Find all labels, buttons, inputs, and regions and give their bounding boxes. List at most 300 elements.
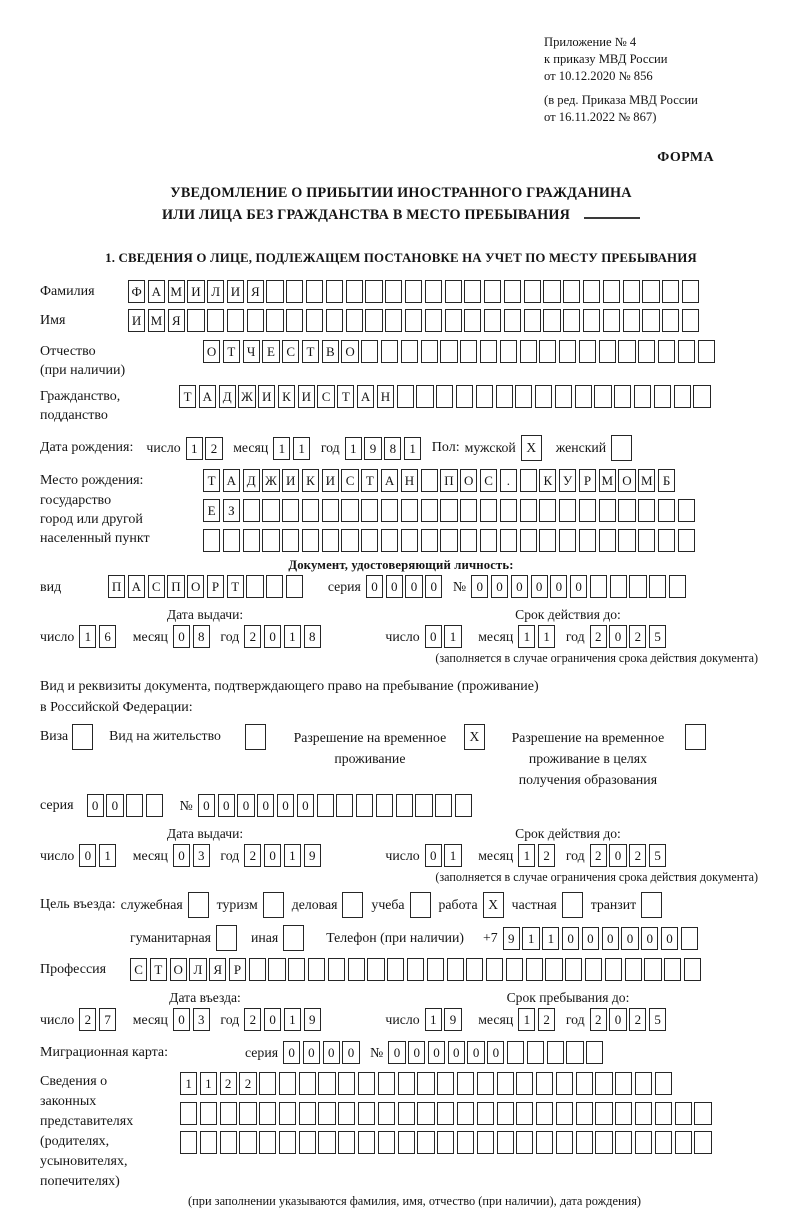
char-cell[interactable] (594, 385, 611, 408)
char-cell[interactable] (575, 385, 592, 408)
char-cell[interactable]: О (460, 469, 477, 492)
char-cell[interactable] (655, 1131, 672, 1154)
char-cell[interactable]: Я (209, 958, 226, 981)
char-cell[interactable] (437, 1131, 454, 1154)
char-cell[interactable] (299, 1102, 316, 1125)
char-cell[interactable]: 1 (99, 844, 116, 867)
char-cell[interactable]: 0 (405, 575, 422, 598)
char-cell[interactable]: 0 (609, 625, 626, 648)
char-cell[interactable]: З (223, 499, 240, 522)
char-cell[interactable] (681, 927, 698, 950)
char-cell[interactable] (586, 1041, 603, 1064)
char-cell[interactable]: 0 (425, 625, 442, 648)
char-cell[interactable] (249, 958, 266, 981)
char-cell[interactable]: 5 (649, 625, 666, 648)
char-cell[interactable]: 2 (590, 844, 607, 867)
char-cell[interactable] (308, 958, 325, 981)
char-cell[interactable] (477, 1102, 494, 1125)
char-cell[interactable] (649, 575, 666, 598)
char-cell[interactable] (299, 1072, 316, 1095)
char-cell[interactable]: 5 (649, 1008, 666, 1031)
char-cell[interactable]: Я (247, 280, 264, 303)
purpose-business-checkbox[interactable] (342, 892, 363, 918)
char-cell[interactable] (223, 529, 240, 552)
char-cell[interactable]: 0 (237, 794, 254, 817)
char-cell[interactable] (306, 309, 323, 332)
char-cell[interactable] (387, 958, 404, 981)
char-cell[interactable]: В (322, 340, 339, 363)
char-cell[interactable]: 1 (180, 1072, 197, 1095)
char-cell[interactable]: 0 (511, 575, 528, 598)
char-cell[interactable] (682, 309, 699, 332)
char-cell[interactable] (556, 1131, 573, 1154)
char-cell[interactable] (365, 280, 382, 303)
char-cell[interactable] (536, 1072, 553, 1095)
char-cell[interactable] (435, 794, 452, 817)
char-cell[interactable] (318, 1072, 335, 1095)
char-cell[interactable]: П (108, 575, 125, 598)
char-cell[interactable] (246, 575, 263, 598)
char-cell[interactable]: Т (361, 469, 378, 492)
char-cell[interactable] (693, 385, 710, 408)
char-cell[interactable] (401, 499, 418, 522)
char-cell[interactable] (547, 1041, 564, 1064)
char-cell[interactable]: 6 (99, 625, 116, 648)
char-cell[interactable] (559, 499, 576, 522)
char-cell[interactable]: А (148, 280, 165, 303)
char-cell[interactable]: К (302, 469, 319, 492)
char-cell[interactable]: О (187, 575, 204, 598)
char-cell[interactable] (678, 499, 695, 522)
char-cell[interactable]: 9 (364, 437, 381, 460)
char-cell[interactable] (338, 1131, 355, 1154)
char-cell[interactable]: 0 (467, 1041, 484, 1064)
char-cell[interactable] (361, 340, 378, 363)
char-cell[interactable] (623, 280, 640, 303)
purpose-private-checkbox[interactable] (562, 892, 583, 918)
char-cell[interactable] (543, 280, 560, 303)
char-cell[interactable] (527, 1041, 544, 1064)
char-cell[interactable]: 0 (342, 1041, 359, 1064)
char-cell[interactable]: 3 (193, 844, 210, 867)
char-cell[interactable] (466, 958, 483, 981)
char-cell[interactable] (566, 1041, 583, 1064)
char-cell[interactable] (524, 280, 541, 303)
purpose-study-checkbox[interactable] (410, 892, 431, 918)
char-cell[interactable]: 1 (345, 437, 362, 460)
char-cell[interactable] (524, 309, 541, 332)
char-cell[interactable] (682, 280, 699, 303)
char-cell[interactable] (440, 499, 457, 522)
char-cell[interactable] (539, 340, 556, 363)
char-cell[interactable] (326, 280, 343, 303)
char-cell[interactable]: 0 (582, 927, 599, 950)
char-cell[interactable] (476, 385, 493, 408)
char-cell[interactable] (698, 340, 715, 363)
char-cell[interactable]: А (381, 469, 398, 492)
char-cell[interactable]: С (317, 385, 334, 408)
char-cell[interactable] (642, 280, 659, 303)
char-cell[interactable] (417, 1102, 434, 1125)
char-cell[interactable] (262, 499, 279, 522)
purpose-tourism-checkbox[interactable] (263, 892, 284, 918)
char-cell[interactable] (381, 499, 398, 522)
char-cell[interactable]: П (440, 469, 457, 492)
char-cell[interactable] (520, 469, 537, 492)
char-cell[interactable] (338, 1102, 355, 1125)
char-cell[interactable] (288, 958, 305, 981)
char-cell[interactable] (555, 385, 572, 408)
char-cell[interactable] (445, 280, 462, 303)
char-cell[interactable] (642, 309, 659, 332)
char-cell[interactable] (629, 575, 646, 598)
char-cell[interactable] (259, 1072, 276, 1095)
char-cell[interactable] (536, 1102, 553, 1125)
char-cell[interactable] (515, 385, 532, 408)
char-cell[interactable]: М (148, 309, 165, 332)
char-cell[interactable] (239, 1131, 256, 1154)
char-cell[interactable]: И (258, 385, 275, 408)
sex-female-checkbox[interactable] (611, 435, 632, 461)
char-cell[interactable]: С (282, 340, 299, 363)
char-cell[interactable]: 2 (244, 844, 261, 867)
char-cell[interactable] (615, 1072, 632, 1095)
char-cell[interactable] (302, 499, 319, 522)
char-cell[interactable]: Т (223, 340, 240, 363)
char-cell[interactable]: 0 (641, 927, 658, 950)
char-cell[interactable] (634, 385, 651, 408)
char-cell[interactable] (286, 575, 303, 598)
char-cell[interactable]: 1 (444, 844, 461, 867)
char-cell[interactable] (341, 529, 358, 552)
char-cell[interactable] (658, 499, 675, 522)
char-cell[interactable]: 1 (518, 625, 535, 648)
char-cell[interactable] (599, 340, 616, 363)
char-cell[interactable]: 0 (173, 625, 190, 648)
char-cell[interactable] (407, 958, 424, 981)
char-cell[interactable] (381, 340, 398, 363)
char-cell[interactable]: Ж (262, 469, 279, 492)
char-cell[interactable]: 0 (388, 1041, 405, 1064)
char-cell[interactable]: 0 (323, 1041, 340, 1064)
char-cell[interactable] (146, 794, 163, 817)
char-cell[interactable] (227, 309, 244, 332)
char-cell[interactable]: Я (168, 309, 185, 332)
char-cell[interactable] (425, 309, 442, 332)
char-cell[interactable] (318, 1131, 335, 1154)
char-cell[interactable]: Л (207, 280, 224, 303)
char-cell[interactable] (507, 1041, 524, 1064)
char-cell[interactable]: 1 (538, 625, 555, 648)
char-cell[interactable]: 2 (244, 625, 261, 648)
char-cell[interactable] (436, 385, 453, 408)
char-cell[interactable] (440, 529, 457, 552)
char-cell[interactable] (615, 1131, 632, 1154)
purpose-transit-checkbox[interactable] (641, 892, 662, 918)
char-cell[interactable]: У (559, 469, 576, 492)
char-cell[interactable] (520, 529, 537, 552)
char-cell[interactable]: И (282, 469, 299, 492)
char-cell[interactable] (326, 309, 343, 332)
char-cell[interactable]: Т (302, 340, 319, 363)
char-cell[interactable]: 2 (590, 625, 607, 648)
char-cell[interactable] (336, 794, 353, 817)
char-cell[interactable]: 0 (448, 1041, 465, 1064)
char-cell[interactable] (457, 1072, 474, 1095)
char-cell[interactable] (440, 340, 457, 363)
char-cell[interactable]: И (128, 309, 145, 332)
char-cell[interactable] (655, 1072, 672, 1095)
char-cell[interactable]: 1 (293, 437, 310, 460)
char-cell[interactable] (603, 309, 620, 332)
char-cell[interactable] (635, 1131, 652, 1154)
char-cell[interactable]: 0 (264, 1008, 281, 1031)
char-cell[interactable] (599, 529, 616, 552)
char-cell[interactable]: 0 (198, 794, 215, 817)
char-cell[interactable]: 2 (590, 1008, 607, 1031)
char-cell[interactable] (556, 1102, 573, 1125)
char-cell[interactable] (504, 309, 521, 332)
char-cell[interactable] (500, 499, 517, 522)
char-cell[interactable]: 2 (629, 1008, 646, 1031)
char-cell[interactable] (484, 280, 501, 303)
char-cell[interactable] (220, 1102, 237, 1125)
char-cell[interactable]: Е (262, 340, 279, 363)
char-cell[interactable] (576, 1102, 593, 1125)
char-cell[interactable]: К (278, 385, 295, 408)
char-cell[interactable] (614, 385, 631, 408)
char-cell[interactable] (322, 499, 339, 522)
char-cell[interactable]: . (500, 469, 517, 492)
char-cell[interactable]: 0 (173, 1008, 190, 1031)
char-cell[interactable]: 0 (106, 794, 123, 817)
char-cell[interactable] (635, 1072, 652, 1095)
char-cell[interactable] (464, 309, 481, 332)
char-cell[interactable] (618, 529, 635, 552)
char-cell[interactable] (401, 529, 418, 552)
char-cell[interactable] (279, 1102, 296, 1125)
char-cell[interactable] (583, 280, 600, 303)
char-cell[interactable] (338, 1072, 355, 1095)
char-cell[interactable] (516, 1072, 533, 1095)
char-cell[interactable]: 0 (471, 575, 488, 598)
char-cell[interactable]: 0 (491, 575, 508, 598)
char-cell[interactable]: 1 (542, 927, 559, 950)
char-cell[interactable]: Б (658, 469, 675, 492)
char-cell[interactable] (405, 280, 422, 303)
char-cell[interactable] (579, 340, 596, 363)
char-cell[interactable]: 2 (629, 844, 646, 867)
char-cell[interactable]: 0 (562, 927, 579, 950)
char-cell[interactable] (259, 1102, 276, 1125)
char-cell[interactable]: Ф (128, 280, 145, 303)
char-cell[interactable]: Н (401, 469, 418, 492)
char-cell[interactable]: Т (227, 575, 244, 598)
char-cell[interactable] (427, 958, 444, 981)
char-cell[interactable] (220, 1131, 237, 1154)
char-cell[interactable]: 1 (522, 927, 539, 950)
char-cell[interactable]: 0 (602, 927, 619, 950)
char-cell[interactable] (421, 469, 438, 492)
char-cell[interactable]: Р (207, 575, 224, 598)
char-cell[interactable] (415, 794, 432, 817)
char-cell[interactable] (477, 1072, 494, 1095)
char-cell[interactable] (425, 280, 442, 303)
char-cell[interactable] (259, 1131, 276, 1154)
char-cell[interactable] (378, 1072, 395, 1095)
char-cell[interactable]: С (148, 575, 165, 598)
char-cell[interactable]: 1 (404, 437, 421, 460)
char-cell[interactable] (207, 309, 224, 332)
char-cell[interactable]: 1 (273, 437, 290, 460)
char-cell[interactable] (401, 340, 418, 363)
char-cell[interactable]: 0 (366, 575, 383, 598)
char-cell[interactable] (282, 499, 299, 522)
char-cell[interactable]: Р (579, 469, 596, 492)
char-cell[interactable] (286, 280, 303, 303)
char-cell[interactable] (669, 575, 686, 598)
char-cell[interactable] (346, 280, 363, 303)
char-cell[interactable] (638, 499, 655, 522)
char-cell[interactable] (247, 309, 264, 332)
char-cell[interactable] (381, 529, 398, 552)
char-cell[interactable]: И (187, 280, 204, 303)
residence-permit-checkbox[interactable] (245, 724, 266, 750)
char-cell[interactable] (539, 499, 556, 522)
char-cell[interactable] (536, 1131, 553, 1154)
char-cell[interactable]: М (168, 280, 185, 303)
char-cell[interactable]: 1 (284, 844, 301, 867)
char-cell[interactable]: А (128, 575, 145, 598)
char-cell[interactable] (563, 309, 580, 332)
char-cell[interactable] (397, 385, 414, 408)
char-cell[interactable]: М (599, 469, 616, 492)
char-cell[interactable] (595, 1102, 612, 1125)
char-cell[interactable]: О (170, 958, 187, 981)
char-cell[interactable] (405, 309, 422, 332)
char-cell[interactable]: А (357, 385, 374, 408)
char-cell[interactable] (576, 1131, 593, 1154)
char-cell[interactable] (516, 1102, 533, 1125)
char-cell[interactable] (674, 385, 691, 408)
char-cell[interactable] (460, 499, 477, 522)
char-cell[interactable] (266, 309, 283, 332)
char-cell[interactable] (282, 529, 299, 552)
char-cell[interactable] (447, 958, 464, 981)
char-cell[interactable] (322, 529, 339, 552)
char-cell[interactable]: 2 (538, 844, 555, 867)
char-cell[interactable] (346, 309, 363, 332)
char-cell[interactable] (583, 309, 600, 332)
char-cell[interactable]: 0 (550, 575, 567, 598)
char-cell[interactable] (365, 309, 382, 332)
char-cell[interactable] (563, 280, 580, 303)
char-cell[interactable]: 1 (186, 437, 203, 460)
purpose-work-checkbox[interactable]: X (483, 892, 504, 918)
char-cell[interactable]: Т (337, 385, 354, 408)
char-cell[interactable] (623, 309, 640, 332)
char-cell[interactable] (618, 499, 635, 522)
char-cell[interactable]: 1 (284, 1008, 301, 1031)
char-cell[interactable]: С (341, 469, 358, 492)
char-cell[interactable]: Н (377, 385, 394, 408)
char-cell[interactable]: Т (150, 958, 167, 981)
char-cell[interactable] (496, 385, 513, 408)
char-cell[interactable] (644, 958, 661, 981)
char-cell[interactable] (605, 958, 622, 981)
char-cell[interactable] (421, 499, 438, 522)
char-cell[interactable]: 0 (277, 794, 294, 817)
char-cell[interactable] (480, 529, 497, 552)
char-cell[interactable] (504, 280, 521, 303)
char-cell[interactable]: 0 (570, 575, 587, 598)
char-cell[interactable] (203, 529, 220, 552)
char-cell[interactable]: 2 (239, 1072, 256, 1095)
char-cell[interactable] (559, 529, 576, 552)
char-cell[interactable] (658, 529, 675, 552)
char-cell[interactable]: 2 (220, 1072, 237, 1095)
char-cell[interactable]: 0 (428, 1041, 445, 1064)
char-cell[interactable] (484, 309, 501, 332)
char-cell[interactable]: 0 (264, 844, 281, 867)
char-cell[interactable]: 0 (257, 794, 274, 817)
char-cell[interactable] (456, 385, 473, 408)
char-cell[interactable] (500, 340, 517, 363)
char-cell[interactable] (421, 340, 438, 363)
char-cell[interactable] (348, 958, 365, 981)
char-cell[interactable] (543, 309, 560, 332)
char-cell[interactable]: И (322, 469, 339, 492)
char-cell[interactable] (658, 340, 675, 363)
purpose-official-checkbox[interactable] (188, 892, 209, 918)
char-cell[interactable]: 0 (621, 927, 638, 950)
char-cell[interactable] (497, 1072, 514, 1095)
char-cell[interactable] (539, 529, 556, 552)
char-cell[interactable] (367, 958, 384, 981)
char-cell[interactable] (579, 529, 596, 552)
char-cell[interactable] (684, 958, 701, 981)
char-cell[interactable]: М (638, 469, 655, 492)
char-cell[interactable] (559, 340, 576, 363)
char-cell[interactable] (599, 499, 616, 522)
char-cell[interactable] (299, 1131, 316, 1154)
char-cell[interactable] (464, 280, 481, 303)
char-cell[interactable] (638, 529, 655, 552)
char-cell[interactable] (378, 1131, 395, 1154)
char-cell[interactable] (398, 1072, 415, 1095)
char-cell[interactable]: 0 (408, 1041, 425, 1064)
char-cell[interactable]: 3 (193, 1008, 210, 1031)
temp-residence-education-checkbox[interactable] (685, 724, 706, 750)
char-cell[interactable] (302, 529, 319, 552)
char-cell[interactable] (180, 1102, 197, 1125)
char-cell[interactable] (480, 340, 497, 363)
char-cell[interactable]: 1 (284, 625, 301, 648)
char-cell[interactable] (200, 1131, 217, 1154)
char-cell[interactable]: 0 (487, 1041, 504, 1064)
char-cell[interactable]: О (203, 340, 220, 363)
char-cell[interactable] (437, 1102, 454, 1125)
char-cell[interactable] (279, 1072, 296, 1095)
char-cell[interactable] (694, 1131, 711, 1154)
char-cell[interactable] (416, 385, 433, 408)
char-cell[interactable] (655, 1102, 672, 1125)
char-cell[interactable] (279, 1131, 296, 1154)
char-cell[interactable]: 0 (661, 927, 678, 950)
char-cell[interactable] (520, 340, 537, 363)
char-cell[interactable]: Ч (243, 340, 260, 363)
char-cell[interactable]: А (199, 385, 216, 408)
